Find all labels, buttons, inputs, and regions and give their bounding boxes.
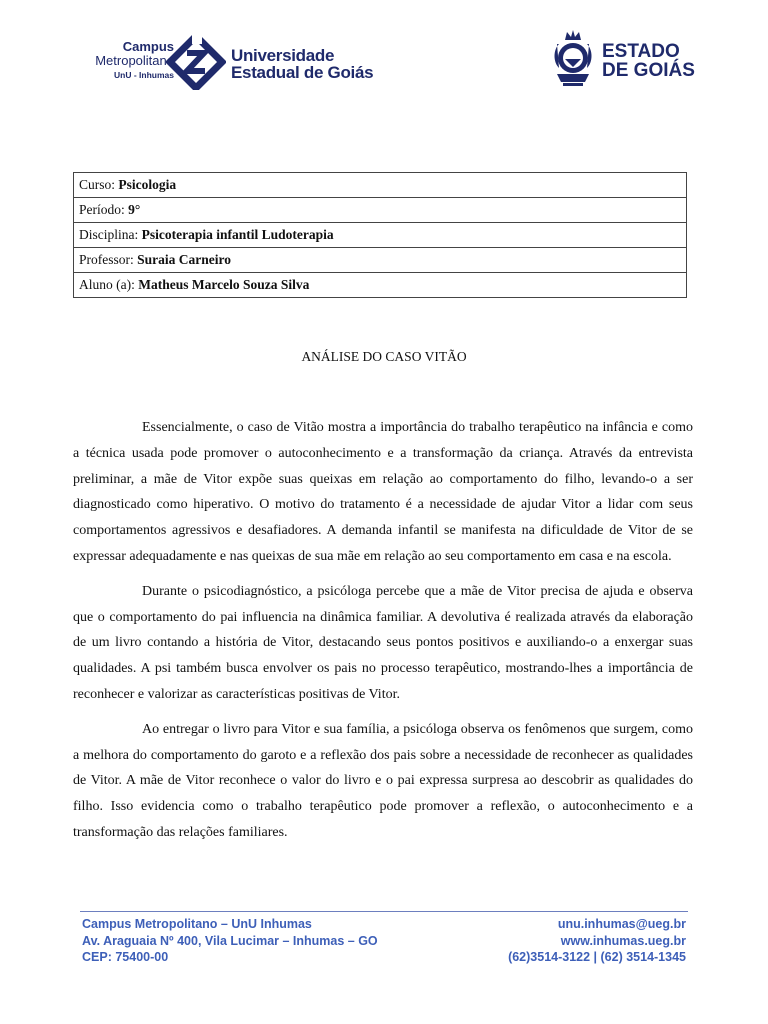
row-value: Suraia Carneiro: [137, 252, 231, 267]
row-label: Período:: [79, 202, 129, 217]
footer-phones: (62)3514-3122 | (62) 3514-1345: [508, 950, 686, 964]
table-row: [74, 198, 687, 223]
table-row: [74, 223, 687, 248]
course-info-table: [73, 172, 687, 298]
row-label: Disciplina:: [79, 227, 142, 242]
footer-email: unu.inhumas@ueg.br: [557, 917, 686, 931]
campus-line2: Metropolitano: [95, 53, 174, 68]
university-name: [231, 47, 373, 82]
university-line2: Estadual de Goiás: [231, 63, 374, 82]
footer-divider: [80, 911, 688, 912]
paragraph: Ao entregar o livro para Vitor e sua família, a psicóloga observa os fenômenos que surgem, como a melhora do comportamento do garoto e a reflexão dos pais sobre a necessidade de reconhecer as qualidades de Vitor. A mãe de Vitor reconhece o valor do livro e o pai expressa surpresa ao descobrir as qualidades do filho. Isso evidencia como o trabalho terapêutico pode promover a reflexão, o autoconhecimento e a transformação das relações familiares.: [73, 721, 693, 840]
campus-line1: Campus: [122, 39, 174, 54]
state-seal-icon: [551, 28, 595, 88]
paragraph: Durante o psicodiagnóstico, a psicóloga percebe que a mãe de Vitor precisa de ajuda e observa que o comportamento do pai influencia na dinâmica familiar. A devolutiva é realizada através da elaboração de um livro contando a história de Vitor, destacando seus pontos positivos e auxiliando-o a enxergar suas qualidades. A psi também busca envolver os pais no processo terapêutico, mostrando-lhes a importância de reconhecer e valorizar as características positivas de Vitor.: [73, 583, 693, 702]
row-value: Psicologia: [118, 177, 177, 192]
page-header: [0, 0, 768, 110]
footer-cep: CEP: 75400-00: [82, 950, 169, 964]
state-name: [602, 42, 695, 80]
row-value: Matheus Marcelo Souza Silva: [138, 277, 310, 292]
table-row: [74, 248, 687, 273]
document-title: ANÁLISE DO CASO VITÃO: [301, 349, 467, 364]
footer-website: www.inhumas.ueg.br: [560, 933, 686, 948]
row-value: Psicoterapia infantil Ludoterapia: [141, 227, 334, 242]
row-label: Aluno (a):: [79, 277, 139, 292]
table-cell: [74, 248, 687, 273]
document-body: [73, 415, 693, 855]
footer-campus: Campus Metropolitano – UnU Inhumas: [82, 917, 312, 931]
footer-contact: [508, 916, 686, 966]
table-cell: [74, 273, 687, 298]
row-label: Professor:: [79, 252, 138, 267]
row-label: Curso:: [79, 177, 119, 192]
table-cell: [74, 198, 687, 223]
campus-line3: UnU - Inhumas: [114, 70, 174, 80]
table-cell: [74, 223, 687, 248]
paragraph: Essencialmente, o caso de Vitão mostra a importância do trabalho terapêutico na infância e como a técnica usada pode promover o autoconhecimento e a transformação da criança. Através da entrevista preliminar, a mãe de Vitor expõe suas queixas em relação ao comportamento do filho, levando-o a ser diagnosticado como hiperativo. O motivo do tratamento é a necessidade de ajudar Vitor a lidar com seus comportamentos agressivos e desafiadores. A demanda infantil se manifesta na dificuldade de Vitor de se expressar adequadamente e nas queixas de sua mãe em relação ao seu comportamento em casa e na escola.: [73, 420, 693, 564]
footer-street: Av. Araguaia Nº 400, Vila Lucimar – Inhumas – GO: [82, 933, 378, 948]
state-line2: DE GOIÁS: [602, 60, 695, 81]
state-line1: ESTADO: [602, 41, 680, 62]
table-cell: [74, 173, 687, 198]
university-line1: Universidade: [231, 46, 335, 65]
footer-address: [82, 916, 378, 966]
ueg-logo-icon: [166, 34, 226, 90]
campus-logo-text: [74, 40, 174, 81]
row-value: 9°: [128, 202, 141, 217]
table-row: [74, 273, 687, 298]
table-row: [74, 173, 687, 198]
